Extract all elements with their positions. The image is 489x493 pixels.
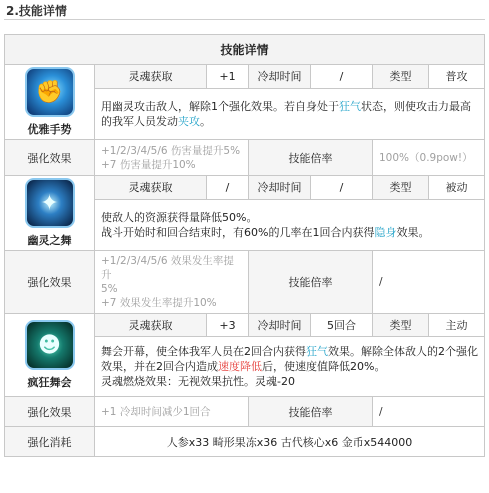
enhance-effects: [95, 140, 249, 176]
enhance-line: +7 效果发生率提升10%: [101, 297, 217, 309]
soul-gain-label: 灵魂获取: [95, 65, 207, 89]
cooldown-label: 冷却时间: [249, 65, 311, 89]
mask-party-icon: ☻: [25, 320, 75, 370]
soul-gain-label: 灵魂获取: [95, 176, 207, 200]
enhance-line: +1/2/3/4/5/6 效果发生率提升: [101, 255, 234, 281]
multiplier-label: 技能倍率: [249, 397, 373, 427]
skill-detail-table: [4, 34, 485, 457]
desc-text: 舞会开幕，使全体我军人员在2回合内获得: [101, 345, 306, 358]
keyword-madness[interactable]: 狂气: [306, 345, 328, 358]
enhance-label: 强化效果: [5, 140, 95, 176]
skill-icon-cell: [5, 176, 95, 251]
skill-name: 幽灵之舞: [27, 234, 72, 247]
desc-text: 效果。解除全体敌人的2个强化效果，并在2回合内造成: [101, 345, 478, 373]
desc-line: [101, 225, 478, 240]
desc-text: 用幽灵攻击敌人，解除1个强化效果。若自身处于: [101, 99, 339, 113]
soul-gain-label: 灵魂获取: [95, 314, 207, 337]
heading-divider: [4, 19, 485, 20]
multiplier-value: /: [373, 397, 485, 427]
enhance-line: 5%: [101, 283, 118, 295]
keyword-pincer[interactable]: 夹攻: [178, 114, 200, 128]
skill-table-wrapper: [4, 34, 484, 457]
skill-name: 优雅手势: [27, 123, 72, 136]
cooldown-value: 5回合: [311, 314, 373, 337]
soul-gain-value: /: [207, 176, 249, 200]
enhance-label: 强化效果: [5, 397, 95, 427]
cooldown-value: /: [311, 176, 373, 200]
multiplier-label: 技能倍率: [249, 140, 373, 176]
skill-description: [95, 88, 485, 139]
skill-icon-cell: [5, 65, 95, 140]
cooldown-label: 冷却时间: [249, 176, 311, 200]
enhance-cost-value: 人参x33 畸形果冻x36 古代核心x6 金币x544000: [95, 427, 485, 457]
enhance-line: +1/2/3/4/5/6 伤害量提升5%: [101, 144, 241, 157]
soul-gain-value: +1: [207, 65, 249, 89]
desc-text: 状态，则使攻击力最高的我军人员发动: [101, 99, 471, 128]
type-label: 类型: [373, 176, 429, 200]
soul-gain-value: +3: [207, 314, 249, 337]
type-label: 类型: [373, 314, 429, 337]
cooldown-label: 冷却时间: [249, 314, 311, 337]
keyword-speed-down[interactable]: 速度降低: [218, 360, 262, 373]
skill-name: 疯狂舞会: [27, 376, 72, 389]
desc-text: 后，使速度值降低20%。: [262, 360, 386, 373]
desc-text: 。: [200, 114, 211, 128]
desc-text: 效果。: [396, 225, 430, 239]
desc-text: 战斗开始时和回合结束时，有60%的几率在1回合内获得: [101, 225, 375, 239]
enhance-cost-label: 强化消耗: [5, 427, 95, 457]
cooldown-value: /: [311, 65, 373, 89]
ghost-dancer-icon: ✦: [25, 178, 75, 228]
type-value: 被动: [429, 176, 485, 200]
multiplier-value: 100%（0.9pow!）: [373, 140, 485, 176]
skill-icon-cell: [5, 314, 95, 397]
section-heading: 2.技能详情: [6, 4, 67, 18]
table-title: 技能详情: [5, 35, 485, 65]
type-label: 类型: [373, 65, 429, 89]
enhance-line: +7 伤害量提升10%: [101, 158, 196, 171]
keyword-stealth[interactable]: 隐身: [374, 225, 397, 239]
multiplier-label: 技能倍率: [249, 251, 373, 314]
soul-burn-text: 灵魂燃烧效果：无视效果抗性。灵魂-20: [101, 375, 295, 388]
enhance-label: 强化效果: [5, 251, 95, 314]
type-value: 主动: [429, 314, 485, 337]
desc-line: [101, 344, 478, 374]
enhance-effects: [95, 397, 249, 427]
fist-strike-icon: ✊: [25, 67, 75, 117]
multiplier-value: /: [373, 251, 485, 314]
enhance-effects: [95, 251, 249, 314]
enhance-line: +1 冷却时间减少1回合: [101, 405, 211, 418]
skill-description: [95, 199, 485, 250]
desc-text: 使敌人的资源获得量降低50%。: [101, 210, 258, 224]
keyword-madness[interactable]: 狂气: [339, 99, 361, 113]
skill-description: [95, 337, 485, 397]
type-value: 普攻: [429, 65, 485, 89]
